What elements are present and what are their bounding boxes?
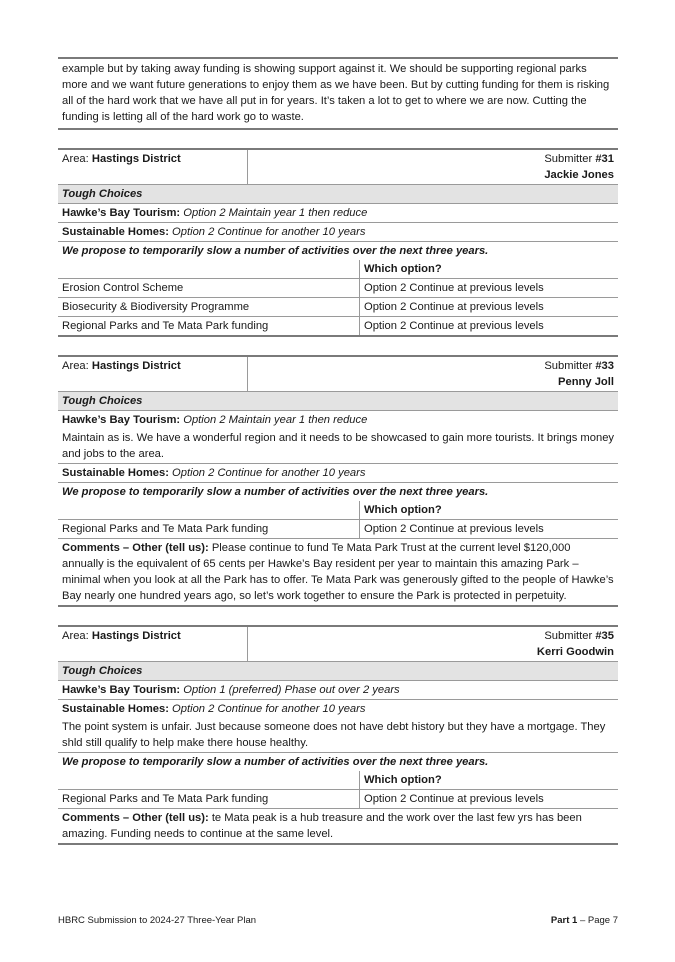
submitter-number: #31 [595, 153, 614, 165]
activity-option: Option 2 Continue at previous levels [364, 523, 544, 535]
activity-name: Regional Parks and Te Mata Park funding [58, 790, 360, 808]
submission-35 [58, 625, 618, 845]
submitter-number: #33 [595, 360, 614, 372]
which-option-header: Which option? [364, 774, 442, 786]
propose-heading: We propose to temporarily slow a number of activities over the next three years. [62, 756, 489, 768]
area-value: Hastings District [91, 153, 181, 165]
area-label: Area: [62, 630, 92, 642]
tourism-value: Option 2 Maintain year 1 then reduce [183, 207, 368, 219]
activity-name: Regional Parks and Te Mata Park funding [58, 520, 360, 538]
submission-header [58, 627, 618, 662]
homes-label: Sustainable Homes: [62, 703, 173, 715]
tough-choices-heading: Tough Choices [58, 185, 618, 204]
page-footer [58, 915, 618, 926]
submission-33 [58, 355, 618, 607]
comments-row: Comments – Other (tell us): Please continue to fund Te Mata Park Trust at the current level $120,000 annually is the equivalent of 65 cents per Hawke’s Bay resident per year to maintain this amazing Park – minimal when you look at all the Park has to offer. Te Mata Park was generously gifted to the people of Hawke’s Bay nearly one hundred years ago, so let’s work together to ensure the Park is protected in perpetuity. [62, 542, 614, 602]
homes-value: Option 2 Continue for another 10 years [172, 226, 366, 238]
submitter-cell [248, 627, 618, 661]
homes-value: Option 2 Continue for another 10 years [172, 703, 366, 715]
activity-row [58, 298, 618, 317]
activity-option: Option 2 Continue at previous levels [364, 282, 544, 294]
homes-label: Sustainable Homes: [62, 467, 173, 479]
option-header-row [58, 501, 618, 520]
homes-value: Option 2 Continue for another 10 years [172, 467, 366, 479]
option-header-row [58, 771, 618, 790]
comments-row: Comments – Other (tell us): te Mata peak is a hub treasure and the work over the last few yrs has been amazing. Funding needs to continue at the same level. [62, 812, 582, 840]
area-label: Area: [62, 360, 92, 372]
tourism-value: Option 2 Maintain year 1 then reduce [183, 414, 368, 426]
tourism-label: Hawke’s Bay Tourism: [62, 207, 184, 219]
area-cell [58, 627, 248, 661]
homes-row [58, 223, 618, 242]
comments-text: te Mata peak is a hub treasure and the work over the last few yrs has been amazing. Funding needs to continue at the same level. [62, 812, 582, 840]
homes-label: Sustainable Homes: [62, 226, 173, 238]
tough-choices-heading: Tough Choices [58, 392, 618, 411]
tourism-value: Option 1 (preferred) Phase out over 2 years [183, 684, 400, 696]
activity-name: Biosecurity & Biodiversity Programme [58, 298, 360, 316]
submitter-name: Penny Joll [558, 376, 614, 388]
activity-row [58, 279, 618, 298]
footer-part: Part 1 [550, 915, 578, 926]
submitter-label: Submitter [544, 153, 596, 165]
activity-row [58, 317, 618, 335]
submitter-label: Submitter [544, 360, 596, 372]
footer-title: HBRC Submission to 2024-27 Three-Year Plan [58, 915, 257, 926]
area-cell [58, 357, 248, 391]
tourism-comment: Maintain as is. We have a wonderful region and it needs to be showcased to gain more tourists. It brings money and jobs to the area. [58, 429, 618, 464]
comments-label: Comments – Other (tell us) [62, 542, 205, 554]
tourism-row [58, 681, 618, 700]
activity-name: Erosion Control Scheme [58, 279, 360, 297]
activity-option: Option 2 Continue at previous levels [364, 301, 544, 313]
submitter-name: Jackie Jones [544, 169, 614, 181]
footer-page-number: – Page 7 [577, 915, 618, 926]
activity-name: Regional Parks and Te Mata Park funding [58, 317, 360, 335]
homes-row [58, 464, 618, 483]
area-value: Hastings District [91, 630, 181, 642]
comments-label: Comments – Other (tell us) [62, 812, 205, 824]
propose-heading: We propose to temporarily slow a number of activities over the next three years. [62, 245, 489, 257]
option-header-row [58, 260, 618, 279]
area-label: Area: [62, 153, 92, 165]
which-option-header: Which option? [364, 504, 442, 516]
tourism-label: Hawke’s Bay Tourism: [62, 414, 184, 426]
which-option-header: Which option? [364, 263, 442, 275]
submitter-name: Kerri Goodwin [536, 646, 614, 658]
tourism-row [58, 204, 618, 223]
submission-31 [58, 148, 618, 337]
submission-header [58, 357, 618, 392]
activity-option: Option 2 Continue at previous levels [364, 793, 544, 805]
tourism-row [58, 411, 618, 429]
area-cell [58, 150, 248, 184]
footer-page [551, 915, 618, 926]
submitter-cell [248, 150, 618, 184]
submitter-cell [248, 357, 618, 391]
tourism-label: Hawke’s Bay Tourism: [62, 684, 184, 696]
document-page [58, 57, 618, 845]
area-value: Hastings District [91, 360, 181, 372]
activity-option: Option 2 Continue at previous levels [364, 320, 544, 332]
intro-text: example but by taking away funding is showing support against it. We should be supporting regional parks more and we want future generations to enjoy them as we have been. But by cutting funding for them is risking all of the hard work that we have all put in for years. It’s taken a lot to get to where we are now. Cutting the funding is letting all of the hard work go to waste. [58, 57, 618, 130]
submitter-number: #35 [595, 630, 614, 642]
comments-text: Please continue to fund Te Mata Park Trust at the current level $120,000 annually is the equivalent of 65 cents per Hawke’s Bay resident per year to maintain this amazing Park – minimal when you look at all the Park has to offer. Te Mata Park was generously gifted to the people of Hawke’s Bay nearly one hundred years ago, so let’s work together to ensure the Park is protected in perpetuity. [62, 542, 614, 602]
submission-header [58, 150, 618, 185]
activity-row [58, 520, 618, 539]
tough-choices-heading: Tough Choices [58, 662, 618, 681]
activity-row [58, 790, 618, 809]
submitter-label: Submitter [544, 630, 596, 642]
homes-row [58, 700, 618, 718]
homes-comment: The point system is unfair. Just because someone does not have debt history but they have a mortgage. They shld still qualify to help make there house healthy. [58, 718, 618, 753]
propose-heading: We propose to temporarily slow a number of activities over the next three years. [62, 486, 489, 498]
